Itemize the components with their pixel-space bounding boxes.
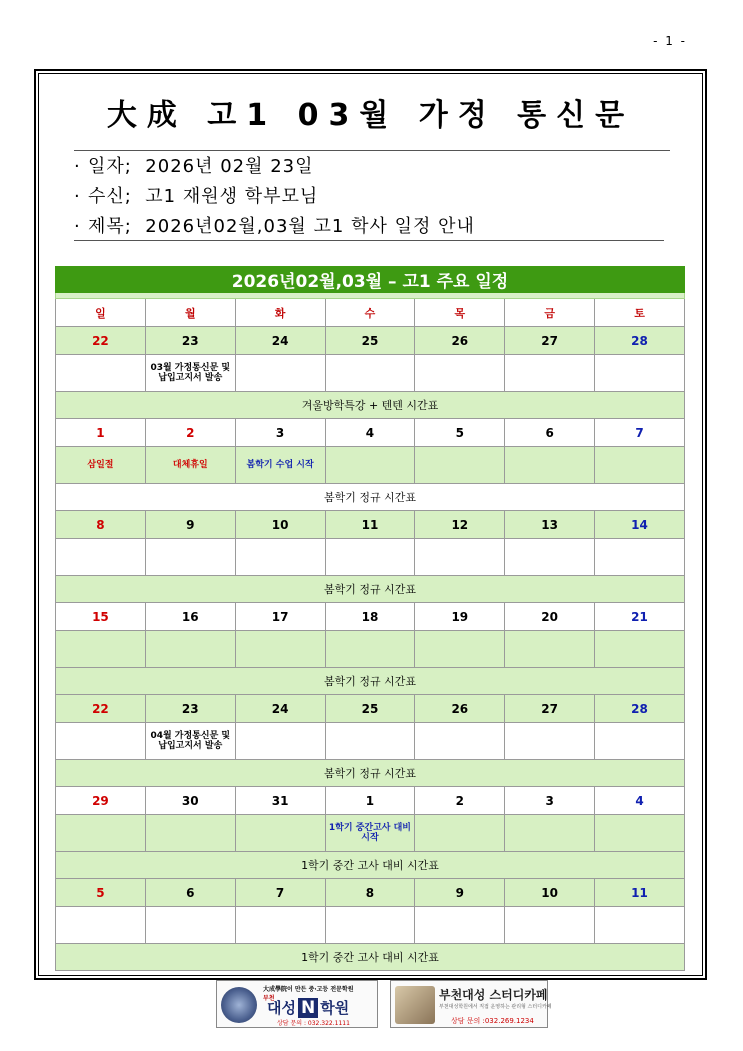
divider-top: [74, 150, 670, 151]
event-cell-sat: [595, 723, 685, 760]
schedule-band-row: [56, 668, 685, 695]
weekday-sat: 토: [595, 299, 685, 327]
event-cell-sat: [595, 447, 685, 484]
info-subject-value: 2026년02월,03월 고1 학사 일정 안내: [145, 216, 475, 237]
weekday-thu: 목: [415, 299, 505, 327]
info-date-label: 일자;: [88, 156, 132, 177]
date-cell-wed: 25: [325, 327, 415, 355]
date-cell-fri: 3: [505, 787, 595, 815]
date-cell-mon: 30: [145, 787, 235, 815]
schedule-band-row: [56, 576, 685, 603]
academy-brand-n: N: [298, 998, 318, 1018]
divider-bottom: [74, 240, 664, 241]
date-cell-sat: 14: [595, 511, 685, 539]
date-cell-sun: 1: [56, 419, 146, 447]
event-cell-mon: 대체휴일: [145, 447, 235, 484]
academy-banner[interactable]: [216, 980, 378, 1028]
study-cafe-banner[interactable]: [390, 980, 552, 1028]
date-cell-mon: 23: [145, 695, 235, 723]
date-row: [56, 787, 685, 815]
info-recipient: · 수신; 고1 재원생 학부모님: [74, 186, 319, 207]
date-cell-fri: 20: [505, 603, 595, 631]
event-cell-sun: 삼일절: [56, 447, 146, 484]
event-cell-fri: [505, 907, 595, 944]
academy-logo-icon: [221, 987, 257, 1023]
event-cell-tue: [235, 539, 325, 576]
event-cell-mon: 04월 가정통신문 및 납입고지서 발송: [145, 723, 235, 760]
event-cell-sat: [595, 355, 685, 392]
date-cell-fri: 13: [505, 511, 595, 539]
event-cell-fri: [505, 447, 595, 484]
page-title: 大成 고1 03월 가정 통신문: [106, 98, 635, 133]
date-cell-wed: 11: [325, 511, 415, 539]
date-cell-thu: 19: [415, 603, 505, 631]
academy-phone: 상담 문의 : 032.322.1111: [277, 1020, 350, 1027]
date-cell-wed: 8: [325, 879, 415, 907]
calendar-heading: 2026년02월,03월 – 고1 주요 일정: [56, 267, 685, 293]
date-cell-thu: 9: [415, 879, 505, 907]
date-cell-thu: 26: [415, 327, 505, 355]
event-cell-thu: [415, 539, 505, 576]
info-subject-label: 제목;: [88, 216, 132, 237]
date-cell-sat: 21: [595, 603, 685, 631]
event-cell-sun: [56, 723, 146, 760]
date-cell-sun: 15: [56, 603, 146, 631]
date-row: [56, 419, 685, 447]
date-cell-mon: 6: [145, 879, 235, 907]
event-row: [56, 539, 685, 576]
academy-brand-left: 대성: [267, 999, 296, 1017]
date-row: [56, 511, 685, 539]
date-cell-wed: 4: [325, 419, 415, 447]
weekday-sun: 일: [56, 299, 146, 327]
schedule-band-row: [56, 760, 685, 787]
info-recipient-label: 수신;: [88, 186, 132, 207]
study-cafe-photo-icon: [395, 986, 435, 1024]
event-cell-thu: [415, 631, 505, 668]
study-cafe-phone: 상담 문의 :032.269.1234: [451, 1017, 534, 1025]
event-cell-thu: [415, 355, 505, 392]
date-cell-fri: 27: [505, 695, 595, 723]
date-cell-tue: 7: [235, 879, 325, 907]
event-cell-wed: [325, 907, 415, 944]
date-cell-sat: 11: [595, 879, 685, 907]
event-cell-sat: [595, 815, 685, 852]
event-cell-wed: [325, 447, 415, 484]
event-cell-mon: [145, 815, 235, 852]
academy-brand: [267, 997, 349, 1018]
study-cafe-subtitle: 부천대성학원에서 직접 운영하는 관리형 스터디카페: [439, 1004, 552, 1010]
academy-city: 부천: [263, 995, 275, 1002]
event-cell-fri: [505, 631, 595, 668]
event-cell-thu: [415, 907, 505, 944]
event-row: [56, 723, 685, 760]
date-cell-mon: 16: [145, 603, 235, 631]
event-cell-wed: [325, 723, 415, 760]
date-cell-thu: 5: [415, 419, 505, 447]
event-cell-sun: [56, 631, 146, 668]
event-cell-wed: 1학기 중간고사 대비 시작: [325, 815, 415, 852]
event-cell-wed: [325, 539, 415, 576]
date-cell-thu: 2: [415, 787, 505, 815]
event-cell-fri: [505, 815, 595, 852]
weekday-tue: 화: [235, 299, 325, 327]
date-cell-sun: 5: [56, 879, 146, 907]
event-row: [56, 907, 685, 944]
schedule-band-row: [56, 484, 685, 511]
date-row: [56, 603, 685, 631]
weekday-row: [56, 299, 685, 327]
date-cell-mon: 23: [145, 327, 235, 355]
event-cell-mon: [145, 539, 235, 576]
event-cell-thu: [415, 815, 505, 852]
event-cell-mon: [145, 907, 235, 944]
event-cell-sun: [56, 907, 146, 944]
date-cell-sun: 22: [56, 695, 146, 723]
date-cell-sun: 29: [56, 787, 146, 815]
date-cell-sun: 8: [56, 511, 146, 539]
info-subject: · 제목; 2026년02월,03월 고1 학사 일정 안내: [74, 216, 475, 237]
info-date: · 일자; 2026년 02월 23일: [74, 156, 314, 177]
event-cell-tue: [235, 355, 325, 392]
date-cell-sat: 28: [595, 327, 685, 355]
schedule-band: 봄학기 정규 시간표: [56, 760, 685, 787]
date-cell-tue: 24: [235, 695, 325, 723]
date-cell-mon: 2: [145, 419, 235, 447]
event-cell-sun: [56, 815, 146, 852]
date-cell-fri: 27: [505, 327, 595, 355]
info-date-value: 2026년 02월 23일: [145, 156, 314, 177]
schedule-band: 봄학기 정규 시간표: [56, 484, 685, 511]
event-cell-mon: 03월 가정통신문 및 납입고지서 발송: [145, 355, 235, 392]
date-row: [56, 879, 685, 907]
date-cell-sat: 7: [595, 419, 685, 447]
weekday-mon: 월: [145, 299, 235, 327]
schedule-band: 봄학기 정규 시간표: [56, 576, 685, 603]
date-cell-tue: 3: [235, 419, 325, 447]
event-cell-tue: [235, 723, 325, 760]
event-cell-tue: [235, 815, 325, 852]
schedule-band-row: [56, 392, 685, 419]
event-row: [56, 631, 685, 668]
date-cell-wed: 18: [325, 603, 415, 631]
schedule-band: 봄학기 정규 시간표: [56, 668, 685, 695]
event-cell-tue: [235, 907, 325, 944]
academy-tagline: 大成學院이 만든 중·고등 전문학원: [263, 986, 354, 993]
date-cell-fri: 6: [505, 419, 595, 447]
event-row: [56, 355, 685, 392]
schedule-band: 겨울방학특강 + 텐텐 시간표: [56, 392, 685, 419]
date-cell-sat: 4: [595, 787, 685, 815]
event-cell-tue: 봄학기 수업 시작: [235, 447, 325, 484]
event-row: [56, 447, 685, 484]
event-cell-fri: [505, 723, 595, 760]
event-cell-wed: [325, 631, 415, 668]
date-cell-mon: 9: [145, 511, 235, 539]
study-cafe-name: 부천대성 스터디카페: [439, 988, 548, 1002]
schedule-band: 1학기 중간 고사 대비 시간표: [56, 944, 685, 971]
schedule-band-row: [56, 852, 685, 879]
weekday-fri: 금: [505, 299, 595, 327]
event-cell-sat: [595, 539, 685, 576]
date-cell-tue: 17: [235, 603, 325, 631]
event-cell-tue: [235, 631, 325, 668]
schedule-calendar: [55, 266, 685, 971]
date-cell-thu: 12: [415, 511, 505, 539]
date-cell-sat: 28: [595, 695, 685, 723]
event-cell-thu: [415, 723, 505, 760]
date-cell-tue: 24: [235, 327, 325, 355]
weekday-wed: 수: [325, 299, 415, 327]
date-cell-thu: 26: [415, 695, 505, 723]
schedule-band-row: [56, 944, 685, 971]
event-cell-fri: [505, 355, 595, 392]
date-row: [56, 695, 685, 723]
event-cell-fri: [505, 539, 595, 576]
academy-brand-right: 학원: [320, 999, 350, 1017]
info-recipient-value: 고1 재원생 학부모님: [145, 186, 319, 207]
date-cell-wed: 1: [325, 787, 415, 815]
event-cell-mon: [145, 631, 235, 668]
date-cell-wed: 25: [325, 695, 415, 723]
date-cell-tue: 31: [235, 787, 325, 815]
schedule-band: 1학기 중간 고사 대비 시간표: [56, 852, 685, 879]
event-cell-wed: [325, 355, 415, 392]
date-row: [56, 327, 685, 355]
event-cell-sun: [56, 539, 146, 576]
event-cell-sun: [56, 355, 146, 392]
date-cell-sun: 22: [56, 327, 146, 355]
date-cell-tue: 10: [235, 511, 325, 539]
event-cell-sat: [595, 631, 685, 668]
event-cell-sat: [595, 907, 685, 944]
event-row: [56, 815, 685, 852]
page-number: - 1 -: [653, 34, 687, 48]
date-cell-fri: 10: [505, 879, 595, 907]
event-cell-thu: [415, 447, 505, 484]
